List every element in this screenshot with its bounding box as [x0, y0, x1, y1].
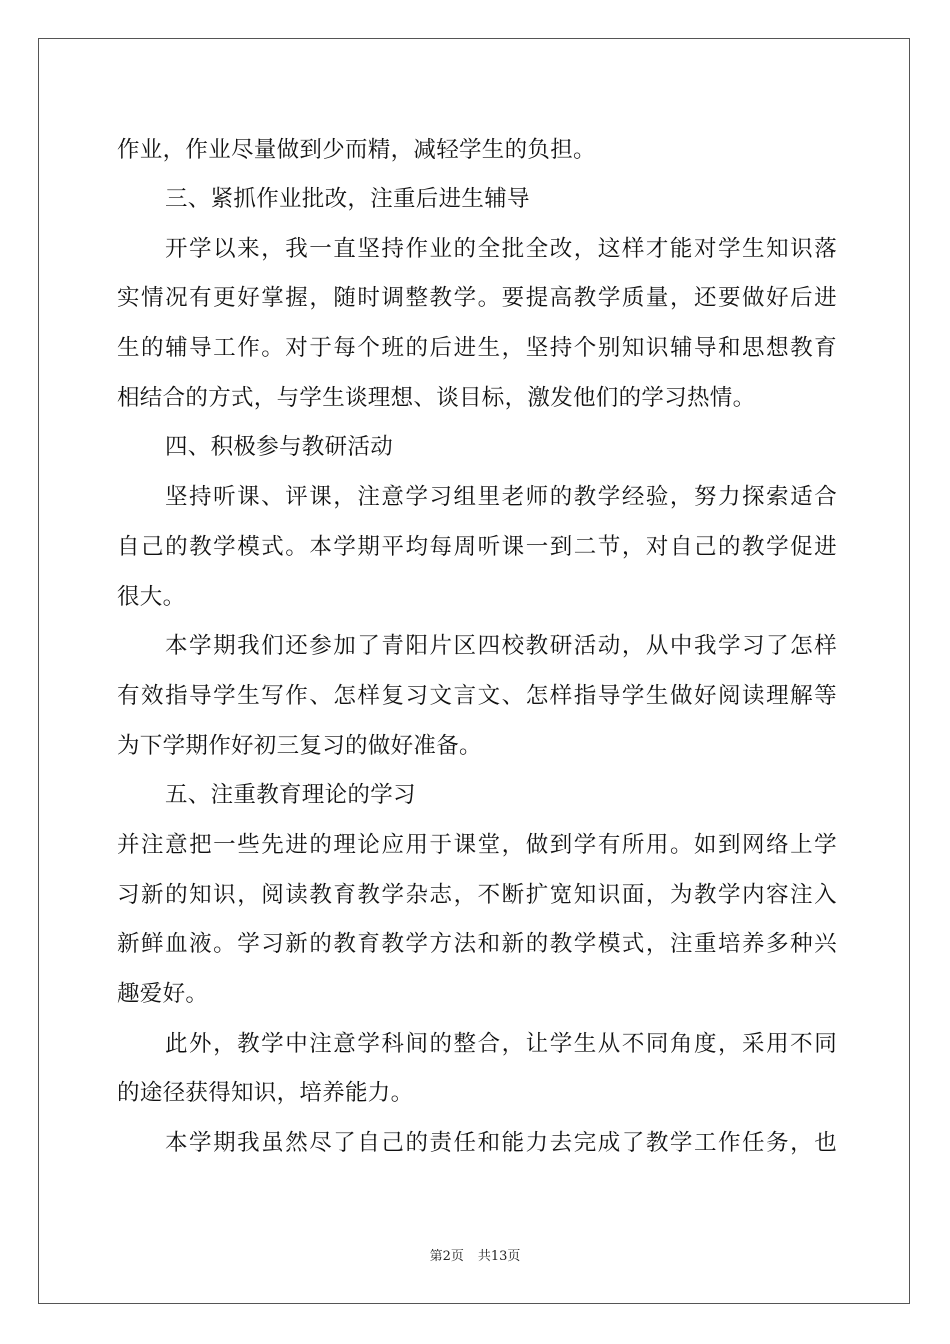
text-line: 坚持听课、评课，注意学习组里老师的教学经验，努力探索适合 — [165, 484, 837, 510]
text-line: 生的辅导工作。对于每个班的后进生，坚持个别知识辅导和思想教育 — [117, 335, 837, 361]
text-line: 本学期我们还参加了青阳片区四校教研活动，从中我学习了怎样 — [165, 633, 837, 659]
text-line: 开学以来，我一直坚持作业的全批全改，这样才能对学生知识落 — [165, 236, 837, 262]
text-line: 相结合的方式，与学生谈理想、谈目标，激发他们的学习热情。 — [117, 385, 756, 411]
page-border — [38, 38, 910, 1304]
text-line: 的途径获得知识，培养能力。 — [117, 1080, 414, 1106]
text-line: 有效指导学生写作、怎样复习文言文、怎样指导学生做好阅读理解等 — [117, 683, 837, 709]
text-line: 并注意把一些先进的理论应用于课堂，做到学有所用。如到网络上学 — [117, 832, 837, 858]
text-line: 为下学期作好初三复习的做好准备。 — [117, 733, 482, 759]
text-line: 此外，教学中注意学科间的整合，让学生从不同角度，采用不同 — [165, 1031, 837, 1057]
section-heading: 五、注重教育理论的学习 — [165, 782, 416, 808]
text-line: 本学期我虽然尽了自己的责任和能力去完成了教学工作任务，也 — [165, 1130, 837, 1156]
text-line: 自己的教学模式。本学期平均每周听课一到二节，对自己的教学促进 — [117, 534, 837, 560]
text-line: 趣爱好。 — [117, 981, 209, 1007]
text-line: 实情况有更好掌握，随时调整教学。要提高教学质量，还要做好后进 — [117, 285, 837, 311]
text-line: 作业，作业尽量做到少而精，减轻学生的负担。 — [117, 137, 596, 163]
page-footer — [0, 1249, 950, 1265]
text-line: 很大。 — [117, 584, 186, 610]
text-line: 新鲜血液。学习新的教育教学方法和新的教学模式，注重培养多种兴 — [117, 931, 837, 957]
text-line: 习新的知识，阅读教育教学杂志，不断扩宽知识面，为教学内容注入 — [117, 882, 837, 908]
page-number: 第2页 — [429, 1249, 464, 1264]
section-heading: 三、紧抓作业批改，注重后进生辅导 — [165, 186, 530, 212]
section-heading: 四、积极参与教研活动 — [165, 434, 394, 460]
page-total: 共13页 — [477, 1249, 521, 1264]
